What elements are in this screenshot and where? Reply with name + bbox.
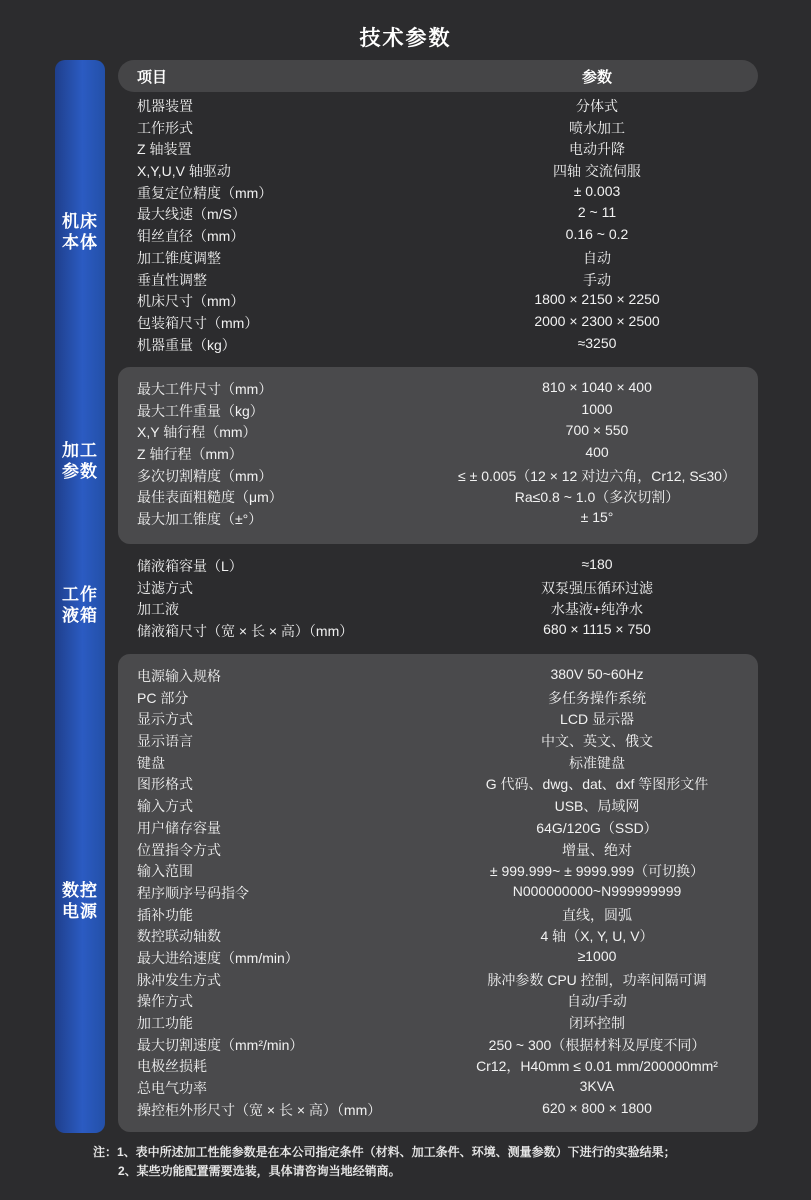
row-param-value: 4 轴（X, Y, U, V） xyxy=(540,928,654,945)
table-row xyxy=(0,818,811,840)
table-row xyxy=(0,666,811,688)
row-item-label: 机器装置 xyxy=(137,98,193,114)
page-title: 技术参数 xyxy=(359,27,452,50)
row-item-label: 储液箱容量（L） xyxy=(137,558,243,574)
row-item-label: 数控联动轴数 xyxy=(137,928,221,945)
table-row xyxy=(0,96,811,118)
table-row xyxy=(0,183,811,205)
category-label: 工作 液箱 xyxy=(62,585,98,625)
row-param-value: Cr12，H40mm ≤ 0.01 mm/200000mm² xyxy=(476,1058,718,1075)
table-row xyxy=(0,1013,811,1035)
table-row xyxy=(0,1078,811,1100)
row-param-value: USB、局域网 xyxy=(554,798,640,815)
table-row xyxy=(0,991,811,1013)
table-row xyxy=(0,796,811,818)
row-param-value: 标准键盘 xyxy=(569,754,625,771)
row-param-value: ≈3250 xyxy=(577,334,617,351)
row-param-value: ± 15° xyxy=(580,509,614,526)
rows-machine-body xyxy=(0,96,811,356)
row-item-label: 加工锥度调整 xyxy=(137,249,221,266)
row-item-label: 电极丝损耗 xyxy=(137,1058,207,1075)
table-row xyxy=(0,688,811,710)
footnotes xyxy=(93,1143,676,1181)
row-param-value: 中文、英文、俄文 xyxy=(541,733,653,750)
table-row xyxy=(0,599,811,621)
table-row xyxy=(0,861,811,883)
row-item-label: 储液箱尺寸（宽 × 长 × 高）（mm） xyxy=(137,623,354,640)
row-param-value: ≤ ± 0.005（12 × 12 对边六角，Cr12, S≤30） xyxy=(458,467,736,484)
table-row xyxy=(0,248,811,270)
row-param-value: 250 ~ 300（根据材料及厚度不同） xyxy=(488,1036,706,1053)
table-row xyxy=(0,1035,811,1057)
row-param-value: 闭环控制 xyxy=(569,1015,625,1031)
table-row xyxy=(0,335,811,357)
table-row xyxy=(0,883,811,905)
row-param-value: ± 999.999~ ± 9999.999（可切换） xyxy=(489,863,705,880)
table-row xyxy=(0,970,811,992)
row-item-label: 显示方式 xyxy=(137,711,193,728)
row-param-value: 手动 xyxy=(583,271,611,288)
rows-cnc-power xyxy=(0,666,811,1121)
category-label: 机床 本体 xyxy=(62,212,98,252)
table-row xyxy=(0,422,811,444)
table-row xyxy=(0,709,811,731)
row-item-label: 包装箱尺寸（mm） xyxy=(137,314,259,331)
row-param-value: G 代码、dwg、dat、dxf 等图形文件 xyxy=(485,776,709,793)
row-param-value: 喷水加工 xyxy=(569,119,625,136)
row-param-value: 620 × 800 × 1800 xyxy=(542,1099,652,1116)
row-item-label: 最大切割速度（mm²/min） xyxy=(137,1036,304,1053)
row-param-value: 分体式 xyxy=(576,98,618,114)
table-row xyxy=(0,1056,811,1078)
row-param-value: 双泵强压循环过滤 xyxy=(541,579,653,596)
table-row xyxy=(0,1100,811,1122)
row-param-value: ± 0.003 xyxy=(573,182,621,199)
row-item-label: 位置指令方式 xyxy=(137,841,221,858)
row-item-label: 最大进给速度（mm/min） xyxy=(137,949,299,966)
row-param-value: 680 × 1115 × 750 xyxy=(543,621,651,638)
table-row xyxy=(0,401,811,423)
category-label: 加工 参数 xyxy=(62,441,98,481)
table-row xyxy=(0,204,811,226)
table-row xyxy=(0,118,811,140)
table-row xyxy=(0,466,811,488)
row-item-label: Z 轴行程（mm） xyxy=(137,446,243,463)
row-param-value: 400 xyxy=(585,444,609,461)
table-row xyxy=(0,313,811,335)
row-item-label: 总电气功率 xyxy=(137,1080,207,1097)
row-item-label: 用户储存容量 xyxy=(137,819,221,836)
table-row xyxy=(0,509,811,531)
row-item-label: 电源输入规格 xyxy=(137,668,221,684)
row-item-label: 垂直性调整 xyxy=(137,271,207,288)
row-item-label: 最佳表面粗糙度（μm） xyxy=(137,489,283,506)
row-param-value: 3KVA xyxy=(579,1078,615,1095)
row-param-value: 直线，圆弧 xyxy=(562,906,632,923)
table-row xyxy=(0,556,811,578)
row-item-label: 多次切割精度（mm） xyxy=(137,467,273,484)
note-1: 注：1、表中所述加工性能参数是在本公司指定条件（材料、加工条件、环境、测量参数）下进行的实验结果； xyxy=(93,1145,676,1159)
table-row xyxy=(0,270,811,292)
row-item-label: 输入范围 xyxy=(137,863,193,880)
row-param-value: 脉冲参数 CPU 控制，功率间隔可调 xyxy=(487,971,707,988)
table-row xyxy=(0,753,811,775)
row-param-value: 380V 50~60Hz xyxy=(550,666,644,682)
row-item-label: 最大加工锥度（±°） xyxy=(137,511,263,528)
row-param-value: ≈180 xyxy=(581,556,613,572)
row-item-label: 加工液 xyxy=(137,601,179,618)
row-param-value: 64G/120G（SSD） xyxy=(536,819,658,836)
header-param-label: 参数 xyxy=(581,69,612,86)
row-param-value: 0.16 ~ 0.2 xyxy=(565,226,629,243)
row-item-label: 操作方式 xyxy=(137,993,193,1010)
row-item-label: 加工功能 xyxy=(137,1015,193,1031)
row-item-label: 机床尺寸（mm） xyxy=(137,293,245,310)
table-row xyxy=(0,840,811,862)
row-param-value: 多任务操作系统 xyxy=(548,689,646,706)
row-item-label: 脉冲发生方式 xyxy=(137,971,221,988)
row-item-label: X,Y,U,V 轴驱动 xyxy=(137,163,231,180)
table-row xyxy=(0,774,811,796)
row-item-label: 键盘 xyxy=(137,754,165,771)
table-row xyxy=(0,578,811,600)
table-row xyxy=(0,487,811,509)
row-param-value: 2000 × 2300 × 2500 xyxy=(534,312,660,329)
row-item-label: 工作形式 xyxy=(137,119,193,136)
row-item-label: Z 轴装置 xyxy=(137,141,192,158)
table-row xyxy=(0,905,811,927)
row-item-label: 显示语言 xyxy=(137,733,193,750)
table-row xyxy=(0,444,811,466)
row-item-label: 操控柜外形尺寸（宽 × 长 × 高）（mm） xyxy=(137,1101,382,1118)
row-param-value: 2 ~ 11 xyxy=(577,204,617,221)
row-param-value: 自动 xyxy=(583,249,611,266)
row-param-value: 水基液+纯净水 xyxy=(550,601,644,618)
row-item-label: PC 部分 xyxy=(137,689,189,706)
table-row xyxy=(0,139,811,161)
row-param-value: 增量、绝对 xyxy=(562,841,632,858)
row-item-label: 钼丝直径（mm） xyxy=(137,228,245,245)
row-param-value: N000000000~N999999999 xyxy=(512,882,682,899)
table-row xyxy=(0,948,811,970)
table-row xyxy=(0,621,811,643)
row-param-value: 自动/手动 xyxy=(567,993,627,1010)
rows-fluid-tank xyxy=(0,556,811,643)
category-label: 数控 电源 xyxy=(62,881,98,921)
row-item-label: 程序顺序号码指令 xyxy=(137,884,249,901)
row-item-label: 机器重量（kg） xyxy=(137,336,236,353)
table-row xyxy=(0,926,811,948)
row-param-value: 1800 × 2150 × 2250 xyxy=(534,291,660,308)
row-param-value: 700 × 550 xyxy=(565,422,629,439)
row-param-value: Ra≤0.8 ~ 1.0（多次切割） xyxy=(514,489,680,506)
row-item-label: 过滤方式 xyxy=(137,579,193,596)
table-row xyxy=(0,731,811,753)
header-item-label: 项目 xyxy=(137,69,168,86)
row-item-label: X,Y 轴行程（mm） xyxy=(137,424,257,441)
rows-processing-params xyxy=(0,379,811,531)
row-param-value: 1000 xyxy=(581,400,613,417)
row-param-value: ≥1000 xyxy=(577,947,617,964)
row-item-label: 最大工件重量（kg） xyxy=(137,402,264,419)
row-item-label: 最大工件尺寸（mm） xyxy=(137,381,273,397)
table-row xyxy=(0,161,811,183)
row-item-label: 插补功能 xyxy=(137,906,193,923)
table-row xyxy=(0,379,811,401)
row-item-label: 图形格式 xyxy=(137,776,193,793)
row-item-label: 重复定位精度（mm） xyxy=(137,184,273,201)
row-item-label: 最大线速（m/S） xyxy=(137,206,246,223)
note-2: 2、某些功能配置需要选装，具体请咨询当地经销商。 xyxy=(118,1164,401,1178)
row-param-value: LCD 显示器 xyxy=(560,711,634,728)
row-param-value: 电动升降 xyxy=(569,141,625,158)
table-row xyxy=(0,291,811,313)
row-param-value: 四轴 交流伺服 xyxy=(553,163,641,180)
row-param-value: 810 × 1040 × 400 xyxy=(542,379,652,395)
row-item-label: 输入方式 xyxy=(137,798,193,815)
table-row xyxy=(0,226,811,248)
